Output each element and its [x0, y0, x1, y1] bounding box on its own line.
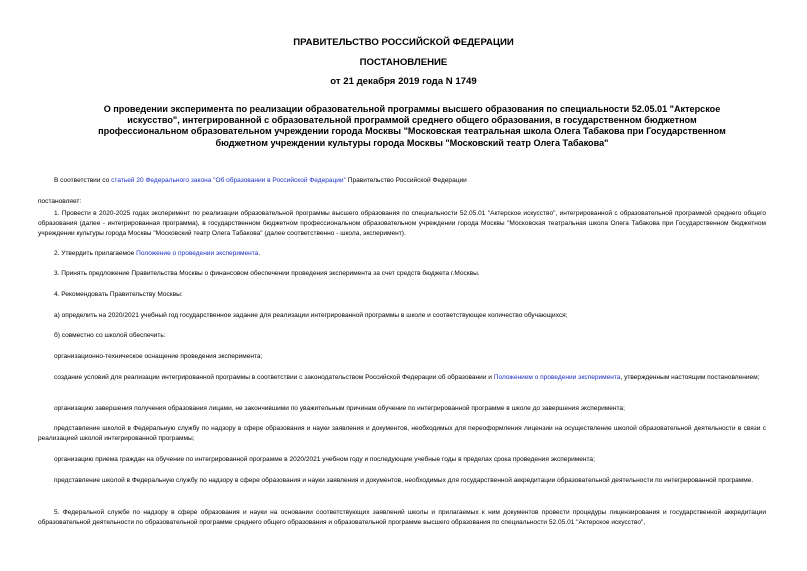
clause-4b-item-2-text-before: создание условий для реализации интегрированной программы в соответствии с законодательством Российской Федерации об образовании и	[54, 374, 494, 381]
regulation-link[interactable]: Положение о проведении эксперимента	[136, 250, 259, 257]
clause-4b-item-5: организацию приема граждан на обучение по интегрированной программе в 2020/2021 учебном году и последующие учебные годы в пределах срока проведения эксперимента;	[54, 456, 595, 463]
clause-1: 1. Провести в 2020-2025 годах эксперимент по реализации образовательной программы высшего образования по специальности 52.05.01 "Актерское искусство", интегрированной с образовательной программой среднего общего образования (далее - интегрированная программа), в государственном бюджетном профессиональном образовательном учреждении города Москвы "Московская театральная школа Олега Табакова при Государственном бюджетном учреждении культуры города Москвы "Московский театр Олега Табакова" (далее соответственно - школа, эксперимент).	[38, 210, 766, 237]
preamble	[38, 176, 766, 186]
clause-4: 4. Рекомендовать Правительству Москвы:	[54, 291, 183, 298]
clause-4b-item-2	[38, 373, 766, 383]
preamble-text-before: В соответствии со	[54, 177, 112, 184]
clause-4b-item-4: представление школой в Федеральную службу по надзору в сфере образования и науки заявления и документов, необходимых для переоформления лицензии на осуществление школой образовательной деятельности в связи с реализацией школой интегрированной программы;	[38, 425, 766, 442]
clause-3: 3. Принять предложение Правительства Москвы о финансовом обеспечении проведения эксперимента за счет средств бюджета г.Москвы.	[54, 270, 480, 277]
clause-4b: б) совместно со школой обеспечить:	[54, 332, 166, 339]
document-date-number: от 21 декабря 2019 года N 1749	[330, 76, 477, 87]
clause-4a: а) определить на 2020/2021 учебный год государственное задание для реализации интегрированной программы в школе и соответствующее количество обучающихся;	[54, 312, 568, 319]
clause-4b-item-3: организацию завершения получения образования лицами, не закончившими по уважительным причинам обучение по интегрированной программе в школе до завершения эксперимента;	[54, 405, 625, 412]
document-title: О проведении эксперимента по реализации образовательной программы высшего образования по специальности 52.05.01 "Актерское искусство", интегрированной с образовательной программой среднего общего образования, в государственном бюджетном профессиональном образовательном учреждении города Москвы "Московская театральная школа Олега Табакова при Государственном бюджетном учреждении культуры города Москвы "Московский театр Олега Табакова"	[98, 104, 726, 148]
clause-5: 5. Федеральной службе по надзору в сфере образования и науки на основании соответствующих заявлений школы и прилагаемых к ним документов провести процедуры лицензирования и государственной аккредитации образовательной деятельности по образовательной программе среднего общего образования и образовательной программе высшего образования по специальности 52.05.01 "Актерское искусство",	[38, 509, 766, 526]
clause-4b-item-6: представление школой в Федеральную службу по надзору в сфере образования и науки заявления и документов, необходимых для государственной аккредитации образовательной деятельности по интегрированной программе.	[54, 477, 754, 484]
preamble-text-after: Правительство Российской Федерации	[345, 177, 467, 184]
document-type-heading: ПОСТАНОВЛЕНИЕ	[359, 57, 448, 68]
regulation-link-2[interactable]: Положением о проведении эксперимента	[493, 374, 621, 381]
clause-4b-item-1: организационно-техническое оснащение проведения эксперимента;	[54, 353, 263, 360]
authority-heading: ПРАВИТЕЛЬСТВО РОССИЙСКОЙ ФЕДЕРАЦИИ	[293, 37, 514, 48]
clause-2-text-before: 2. Утвердить прилагаемое	[54, 250, 137, 257]
clause-2	[38, 249, 766, 259]
clause-2-text-after: .	[258, 250, 261, 257]
clause-4b-item-2-text-after: , утвержденным настоящим постановлением;	[620, 374, 760, 381]
law-article-link[interactable]: статьей 20 Федерального закона "Об образовании в Российской Федерации"	[111, 177, 346, 184]
decree-word: постановляет:	[38, 198, 82, 205]
